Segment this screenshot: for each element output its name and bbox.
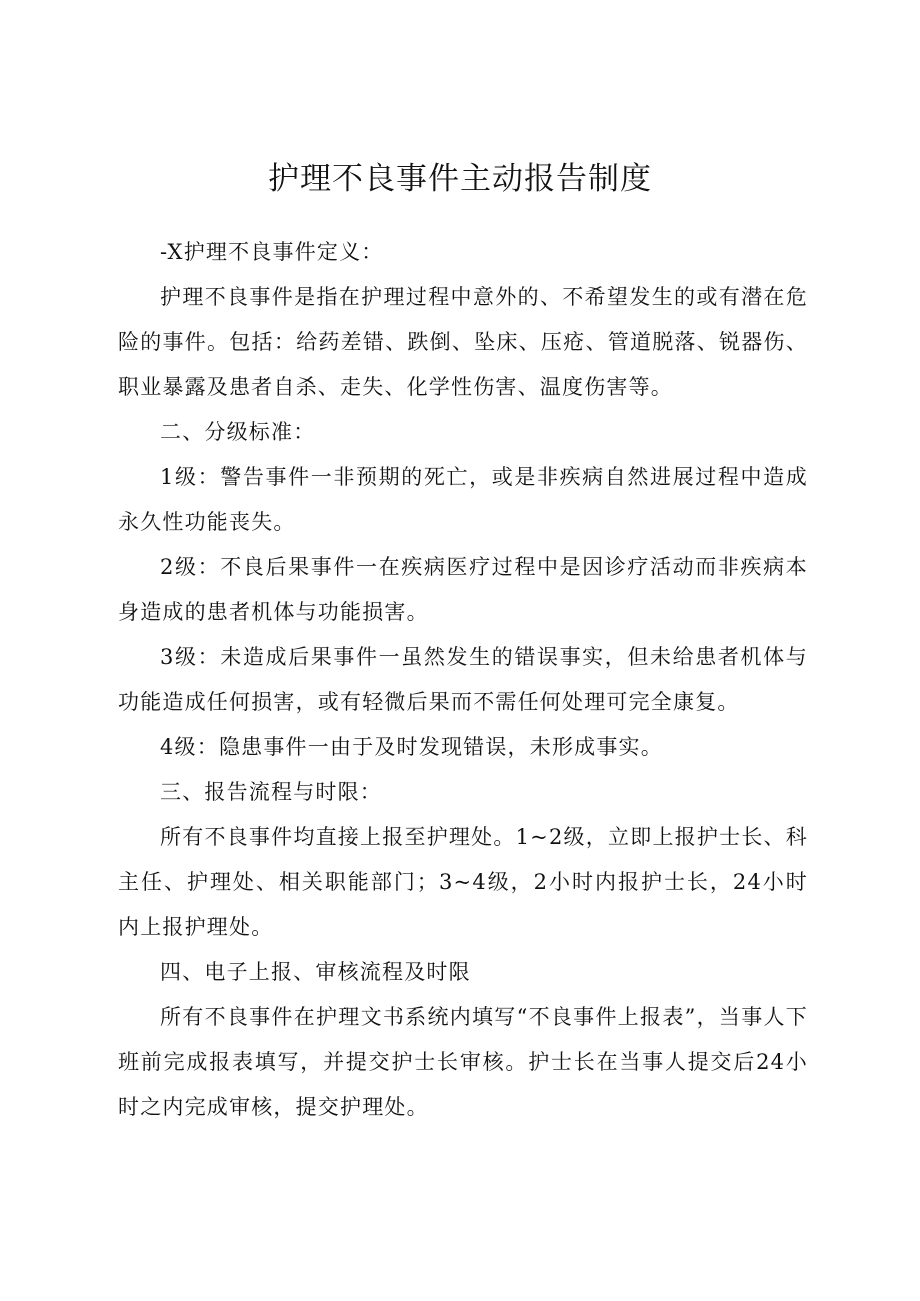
paragraph-level-4: 4级：隐患事件一由于及时发现错误，未形成事实。 (160, 735, 663, 759)
paragraph-level-1: 1级：警告事件一非预期的死亡，或是非疾病自然进展过程中造成永久性功能丧失。 (118, 465, 808, 534)
paragraph-level-2: 2级：不良后果事件一在疾病医疗过程中是因诊疗活动而非疾病本身造成的患者机体与功能损害。 (118, 555, 808, 624)
document-title: 护理不良事件主动报告制度 (268, 161, 652, 197)
document-body (118, 230, 808, 1130)
paragraph-definition: 护理不良事件是指在护理过程中意外的、不希望发生的或有潜在危险的事件。包括：给药差错、跌倒、坠床、压疮、管道脱落、锐器伤、职业暴露及患者自杀、走失、化学性伤害、温度伤害等。 (118, 285, 808, 399)
paragraph-electronic: 所有不良事件在护理文书系统内填写“不良事件上报表”，当事人下班前完成报表填写，并提交护士长审核。护士长在当事人提交后24小时之内完成审核，提交护理处。 (118, 1005, 808, 1119)
paragraph-process: 所有不良事件均直接上报至护理处。1~2级，立即上报护士长、科主任、护理处、相关职能部门；3~4级，2小时内报护士长，24小时内上报护理处。 (118, 825, 808, 939)
paragraph-definition-heading: -X护理不良事件定义： (160, 240, 384, 264)
paragraph-level-3: 3级：未造成后果事件一虽然发生的错误事实，但未给患者机体与功能造成任何损害，或有轻微后果而不需任何处理可完全康复。 (118, 645, 808, 714)
paragraph-process-heading: 三、报告流程与时限： (160, 780, 382, 804)
paragraph-grading-heading: 二、分级标准： (160, 420, 316, 444)
paragraph-electronic-heading: 四、电子上报、审核流程及时限 (160, 960, 471, 984)
